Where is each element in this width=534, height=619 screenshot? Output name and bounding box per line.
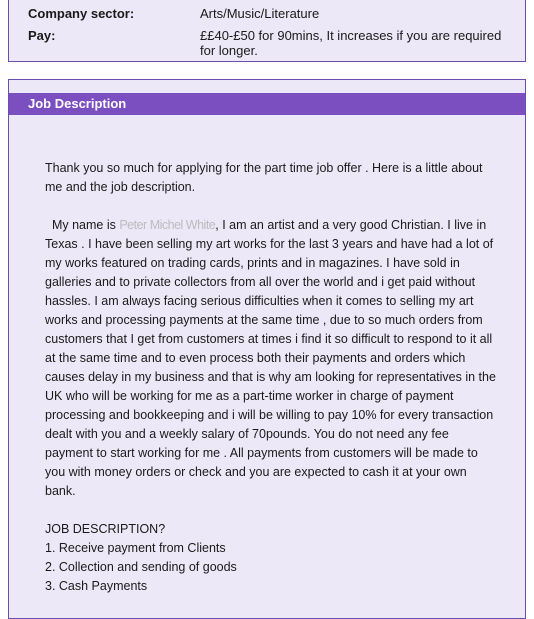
duty-item: 2. Collection and sending of goods [45, 560, 237, 574]
company-sector-label: Company sector: [28, 6, 135, 21]
job-description-header: Job Description [9, 93, 525, 115]
job-details-panel [8, 0, 526, 62]
bio-rest: , I am an artist and a very good Christian. I live in Texas . I have been selling my art works for the last 3 years and have had a lot of my works featured on trading cards, prints and in magazines. I have sold in galleries and to private collectors from all over the world and i get paid without hassles. I am always facing serious difficulties when it comes to selling my art works and processing payments at the same time , due to so much orders from customers that I get from customers at times i find it so difficult to respond to it all at the same time and to even process both their payments and orders which causes delay in my business and that is why am looking for representatives in the UK who will be working for me as a part-time worker in charge of payment processing and bookkeeping and i will be willing to pay 10% for every transaction dealt with you and a weekly salary of 70pounds. You do not need any fee payment to start working for me . All payments from customers will be made to you with money orders or check and you are expected to cash it at your own bank. [45, 218, 496, 498]
pay-label: Pay: [28, 28, 56, 43]
bio-paragraph [45, 216, 497, 501]
company-sector-value: Arts/Music/Literature [200, 6, 320, 21]
pay-value: ££40-£50 for 90mins, It increases if you are required for longer. [200, 28, 502, 58]
job-description-panel [8, 79, 526, 619]
bio-start: My name is [51, 218, 120, 232]
duty-item: 3. Cash Payments [45, 579, 148, 593]
redacted-name: Peter Michel White [119, 218, 216, 232]
job-description-body [45, 159, 497, 596]
intro-paragraph: Thank you so much for applying for the part time job offer . Here is a little about me and the job description. [45, 161, 483, 194]
duties-title: JOB DESCRIPTION? [45, 522, 166, 536]
duty-item: 1. Receive payment from Clients [45, 541, 226, 555]
